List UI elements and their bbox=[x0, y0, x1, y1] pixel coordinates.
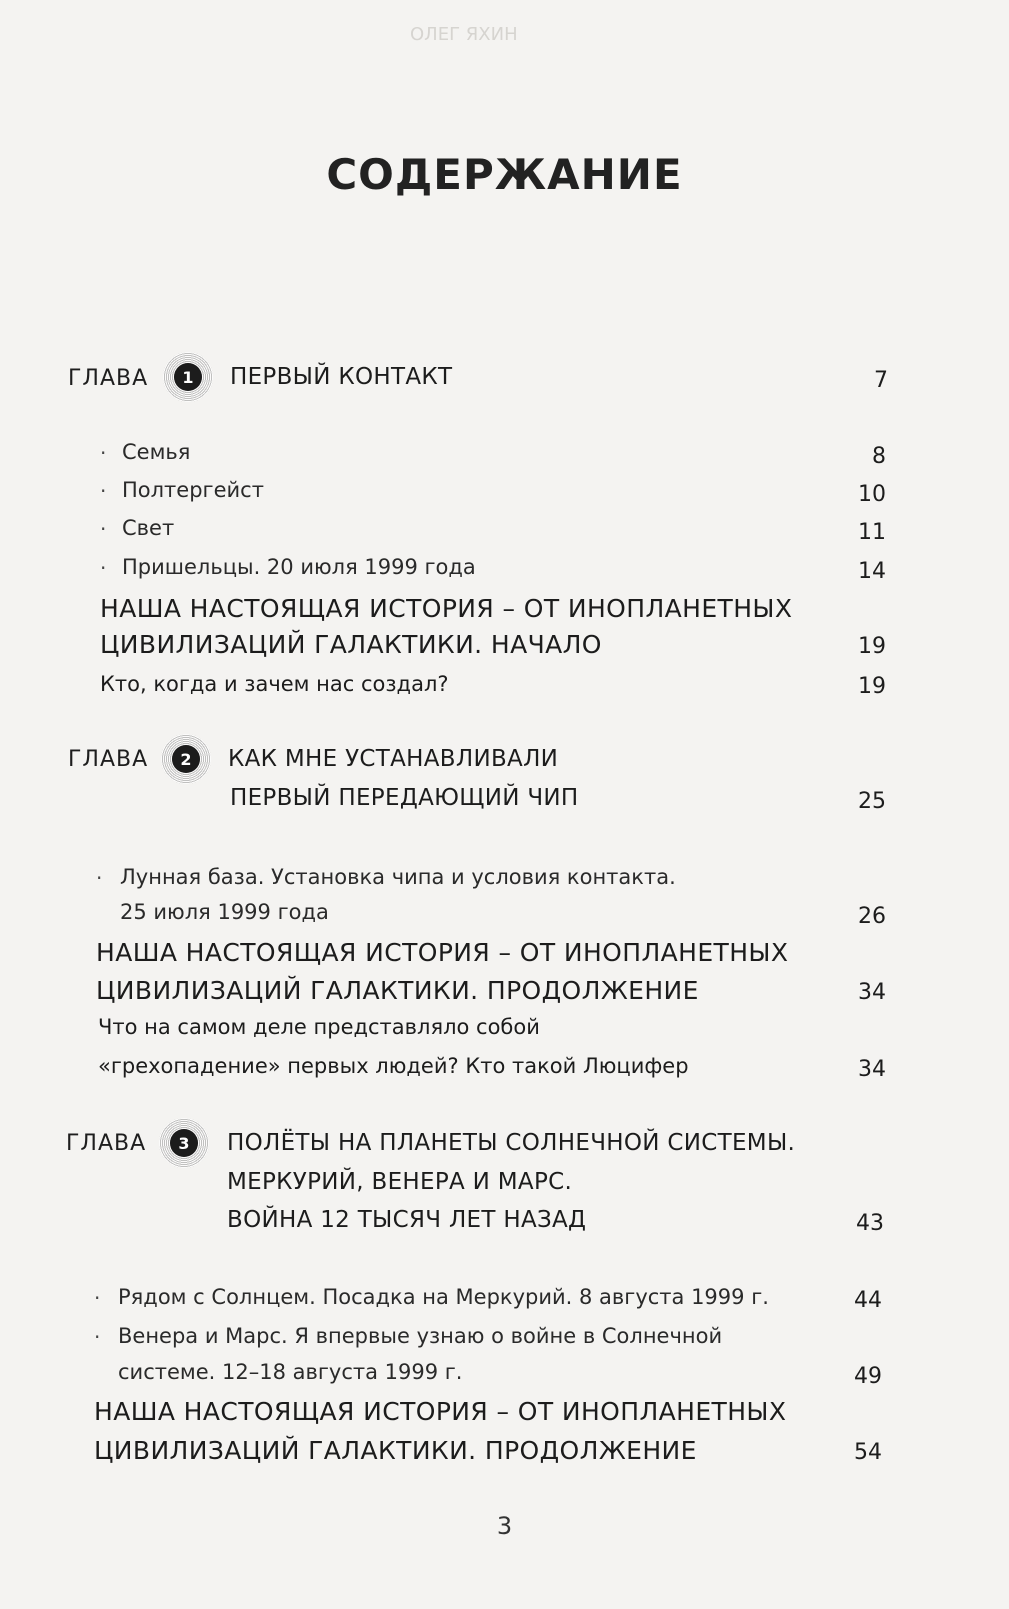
chapter-3-title-line: МЕРКУРИЙ, ВЕНЕРА И МАРС. bbox=[227, 1169, 573, 1195]
toc-item-page: 11 bbox=[858, 520, 886, 545]
subsection-line: Кто, когда и зачем нас создал? bbox=[100, 672, 449, 696]
page-title: СОДЕРЖАНИЕ bbox=[326, 150, 683, 199]
toc-item-page: 26 bbox=[858, 904, 886, 929]
toc-item-line: Лунная база. Установка чипа и условия контакта. bbox=[120, 865, 676, 889]
section-page: 54 bbox=[854, 1440, 882, 1465]
chapter-3-label: ГЛАВА bbox=[66, 1131, 147, 1156]
toc-item: Семья bbox=[122, 440, 191, 464]
bullet: · bbox=[100, 517, 107, 541]
chapter-3-title-line: ВОЙНА 12 ТЫСЯЧ ЛЕТ НАЗАД bbox=[227, 1207, 587, 1233]
toc-item-page: 10 bbox=[858, 482, 886, 507]
toc-item-page: 14 bbox=[858, 559, 886, 584]
toc-item-line: 25 июля 1999 года bbox=[120, 900, 329, 924]
section-heading-line: ЦИВИЛИЗАЦИЙ ГАЛАКТИКИ. ПРОДОЛЖЕНИЕ bbox=[94, 1436, 697, 1465]
toc-item-line: Венера и Марс. Я впервые узнаю о войне в Солнечной bbox=[118, 1324, 723, 1348]
section-heading-line: ЦИВИЛИЗАЦИЙ ГАЛАКТИКИ. НАЧАЛО bbox=[100, 630, 602, 659]
section-heading-line: НАША НАСТОЯЩАЯ ИСТОРИЯ – ОТ ИНОПЛАНЕТНЫХ bbox=[96, 938, 789, 967]
section-heading-line: НАША НАСТОЯЩАЯ ИСТОРИЯ – ОТ ИНОПЛАНЕТНЫХ bbox=[94, 1397, 787, 1426]
toc-item-page: 44 bbox=[854, 1288, 882, 1313]
subsection-line: Что на самом деле представляло собой bbox=[98, 1015, 540, 1039]
section-heading-line: ЦИВИЛИЗАЦИЙ ГАЛАКТИКИ. ПРОДОЛЖЕНИЕ bbox=[96, 976, 699, 1005]
bullet: · bbox=[94, 1325, 101, 1349]
chapter-2-number-badge bbox=[161, 734, 211, 784]
chapter-2-number: 2 bbox=[172, 745, 200, 773]
bullet: · bbox=[100, 441, 107, 465]
toc-item-page: 49 bbox=[854, 1364, 882, 1389]
toc-item-line: системе. 12–18 августа 1999 г. bbox=[118, 1360, 463, 1384]
toc-item-line: Рядом с Солнцем. Посадка на Меркурий. 8 августа 1999 г. bbox=[118, 1285, 769, 1309]
subsection-line: «грехопадение» первых людей? Кто такой Люцифер bbox=[98, 1054, 689, 1078]
subsection-page: 34 bbox=[858, 1057, 886, 1082]
toc-item: Пришельцы. 20 июля 1999 года bbox=[122, 555, 476, 579]
chapter-2-title-line: ПЕРВЫЙ ПЕРЕДАЮЩИЙ ЧИП bbox=[230, 785, 579, 811]
chapter-3-page: 43 bbox=[856, 1211, 884, 1236]
chapter-2-label: ГЛАВА bbox=[68, 747, 149, 772]
chapter-1-number: 1 bbox=[174, 363, 202, 391]
chapter-3-number-badge bbox=[159, 1118, 209, 1168]
bullet: · bbox=[96, 866, 103, 890]
chapter-2-title-line: КАК МНЕ УСТАНАВЛИВАЛИ bbox=[228, 746, 559, 772]
chapter-1-title: ПЕРВЫЙ КОНТАКТ bbox=[230, 364, 453, 390]
chapter-3-title-line: ПОЛЁТЫ НА ПЛАНЕТЫ СОЛНЕЧНОЙ СИСТЕМЫ. bbox=[227, 1130, 796, 1156]
chapter-3-number: 3 bbox=[170, 1129, 198, 1157]
bullet: · bbox=[100, 479, 107, 503]
subsection-page: 19 bbox=[858, 674, 886, 699]
section-heading-line: НАША НАСТОЯЩАЯ ИСТОРИЯ – ОТ ИНОПЛАНЕТНЫХ bbox=[100, 594, 793, 623]
chapter-1-label: ГЛАВА bbox=[68, 366, 149, 391]
section-page: 34 bbox=[858, 980, 886, 1005]
page-number: 3 bbox=[496, 1512, 513, 1540]
toc-item: Полтергейст bbox=[122, 478, 264, 502]
toc-item: Свет bbox=[122, 516, 175, 540]
chapter-1-number-badge bbox=[163, 352, 213, 402]
bullet: · bbox=[100, 556, 107, 580]
bullet: · bbox=[94, 1286, 101, 1310]
chapter-1-page: 7 bbox=[874, 368, 888, 393]
section-page: 19 bbox=[858, 634, 886, 659]
chapter-2-page: 25 bbox=[858, 789, 886, 814]
running-head-showthrough: ОЛЕГ ЯХИН bbox=[410, 24, 518, 45]
toc-item-page: 8 bbox=[872, 444, 886, 469]
